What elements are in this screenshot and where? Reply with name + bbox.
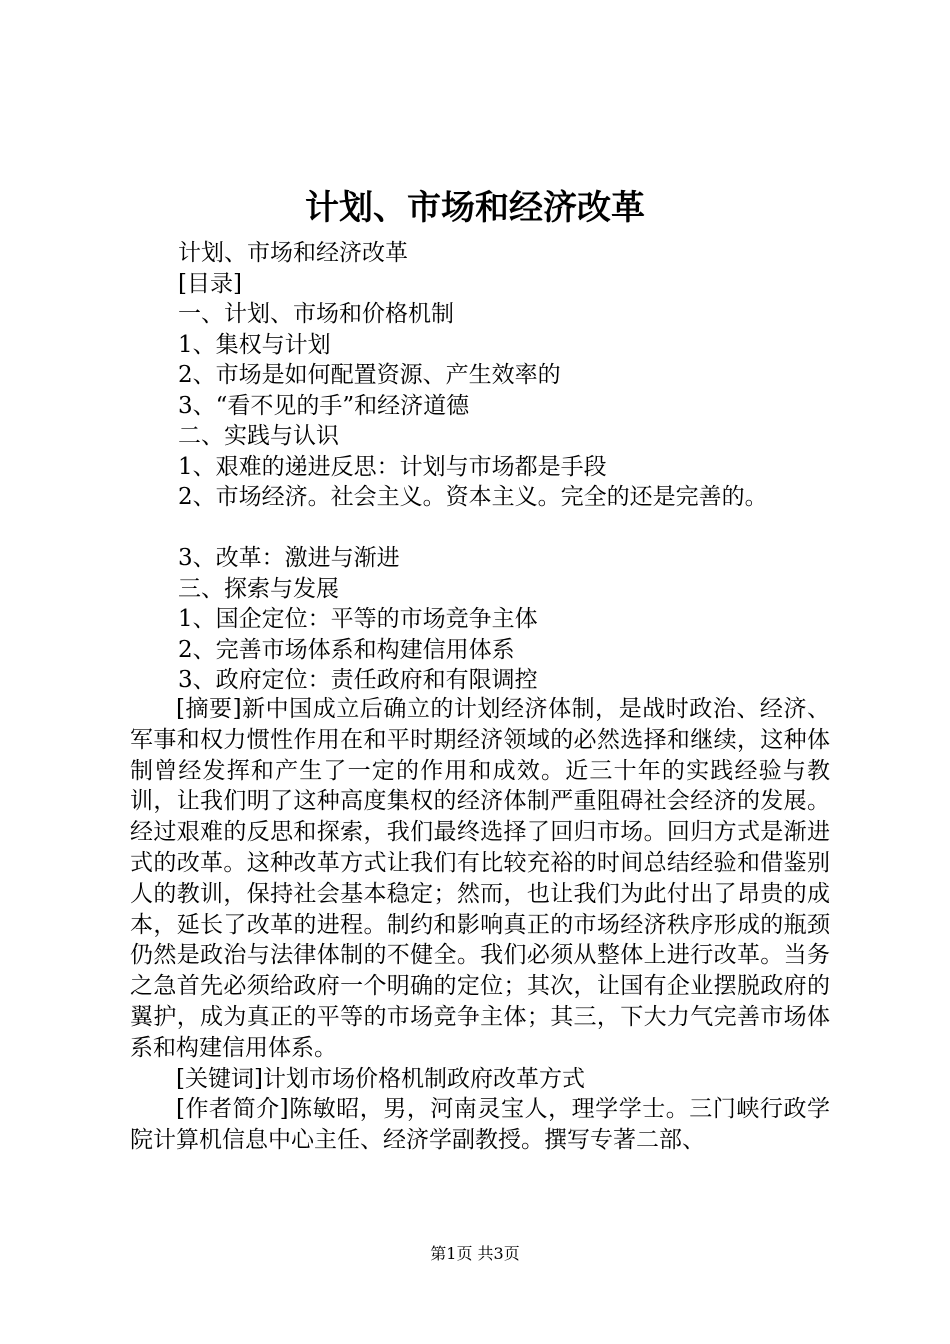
toc-line: 计划、市场和经济改革: [178, 240, 408, 266]
toc-blank-line: [178, 513, 878, 544]
document-body: [130, 694, 830, 1156]
toc-line: 2、完善市场体系和构建信用体系: [178, 636, 515, 663]
document-title: 计划、市场和经济改革: [305, 188, 645, 228]
table-of-contents: [178, 238, 878, 696]
toc-line: 2、市场经济。社会主义。资本主义。完全的还是完善的。: [178, 484, 768, 510]
toc-section-1: 一、计划、市场和价格机制: [178, 301, 454, 327]
toc-line: 2、市场是如何配置资源、产生效率的: [178, 362, 561, 388]
toc-line: 3、“看不见的手”和经济道德: [178, 392, 470, 419]
toc-line: 1、国企定位：平等的市场竞争主体: [178, 606, 538, 632]
toc-section-2: 二、实践与认识: [178, 423, 339, 449]
author-intro-paragraph: [作者简介]陈敏昭，男，河南灵宝人，理学学士。三门峡行政学院计算机信息中心主任、经济学副教授。撰写专著二部、: [130, 1096, 830, 1154]
toc-section-3: 三、探索与发展: [178, 575, 339, 602]
toc-line: 3、政府定位：责任政府和有限调控: [178, 667, 538, 693]
toc-line: 1、艰难的递进反思：计划与市场都是手段: [178, 453, 607, 480]
toc-line: 3、改革：激进与渐进: [178, 545, 400, 571]
toc-heading: [目录]: [178, 270, 242, 297]
toc-line: 1、集权与计划: [178, 331, 331, 358]
keywords-paragraph: [关键词]计划市场价格机制政府改革方式: [176, 1065, 585, 1092]
abstract-paragraph: [摘要]新中国成立后确立的计划经济体制，是战时政治、经济、军事和权力惯性作用在和平时期经济领域的必然选择和继续，这种体制曾经发挥和产生了一定的作用和成效。近三十年的实践经验与教训，让我们明了这种高度集权的经济体制严重阻碍社会经济的发展。经过艰难的反思和探索，我们最终选择了回归市场。回归方式是渐进式的改革。这种改革方式让我们有比较充裕的时间总结经验和借鉴别人的教训，保持社会基本稳定；然而，也让我们为此付出了昂贵的成本，延长了改革的进程。制约和影响真正的市场经济秩序形成的瓶颈仍然是政治与法律体制的不健全。我们必须从整体上进行改革。当务之急首先必须给政府一个明确的定位；其次，让国有企业摆脱政府的翼护，成为真正的平等的市场竞争主体；其三，下大力气完善市场体系和构建信用体系。: [130, 696, 830, 1061]
page-footer: 第1页 共3页: [430, 1244, 520, 1263]
